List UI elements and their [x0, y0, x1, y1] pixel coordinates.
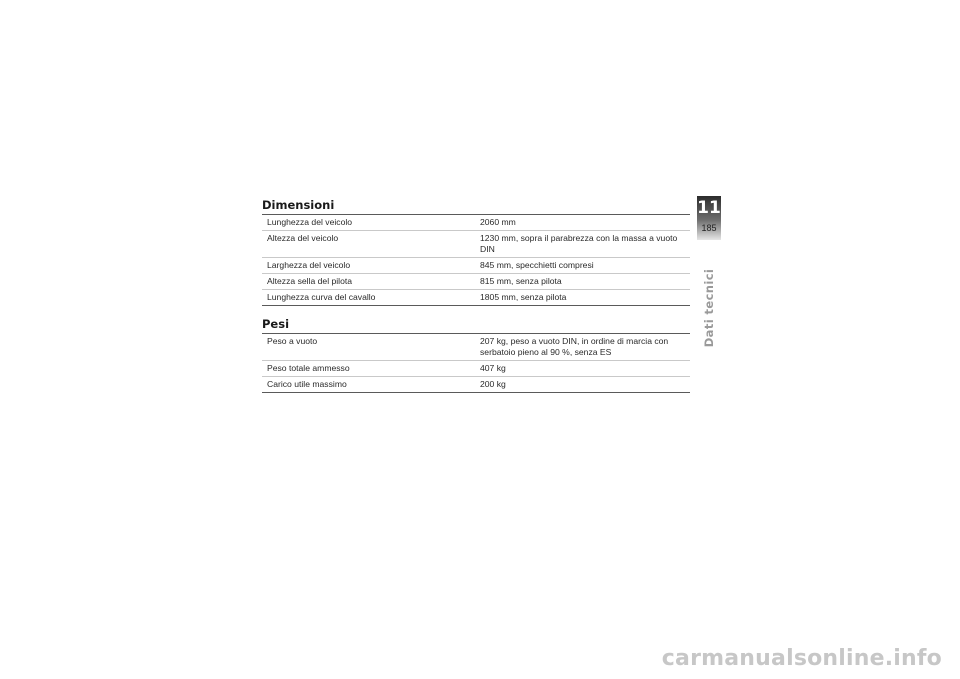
row-label: Altezza del veicolo [262, 231, 475, 258]
row-label: Carico utile massimo [267, 379, 347, 389]
row-value: 207 kg, peso a vuoto DIN, in ordine di marcia con serbatoio pieno al 90 %, senza ES [475, 334, 690, 361]
section-title-dimensioni: Dimensioni [262, 198, 335, 212]
watermark: carmanualsonline.info [661, 646, 942, 671]
table-row [262, 377, 690, 393]
row-label: Peso totale ammesso [262, 361, 475, 377]
row-label: Lunghezza curva del cavallo [267, 292, 376, 302]
chapter-title: Dati tecnici [702, 268, 716, 348]
row-label: Larghezza del veicolo [262, 258, 475, 274]
pesi-table [262, 333, 690, 393]
row-label: Peso a vuoto [262, 334, 475, 361]
row-value: 1230 mm, sopra il parabrezza con la massa a vuoto DIN [475, 231, 690, 258]
table-row [262, 258, 690, 274]
row-value: 815 mm, senza pilota [475, 274, 690, 290]
content-area [262, 196, 690, 393]
table-row [262, 274, 690, 290]
section-title-pesi: Pesi [262, 317, 290, 331]
row-label: Altezza sella del pilota [262, 274, 475, 290]
table-row [262, 361, 690, 377]
chapter-number: 11 [697, 198, 721, 218]
row-value: 2060 mm [475, 215, 690, 231]
row-value: 200 kg [480, 379, 506, 389]
row-value: 407 kg [475, 361, 690, 377]
dimensioni-table [262, 214, 690, 306]
table-row [262, 231, 690, 258]
page-number: 185 [701, 223, 717, 233]
row-label: Lunghezza del veicolo [262, 215, 475, 231]
row-value: 845 mm, specchietti compresi [475, 258, 690, 274]
chapter-tab [697, 196, 721, 240]
table-row [262, 215, 690, 231]
table-row [262, 290, 690, 306]
row-value: 1805 mm, senza pilota [480, 292, 567, 302]
table-row [262, 334, 690, 361]
